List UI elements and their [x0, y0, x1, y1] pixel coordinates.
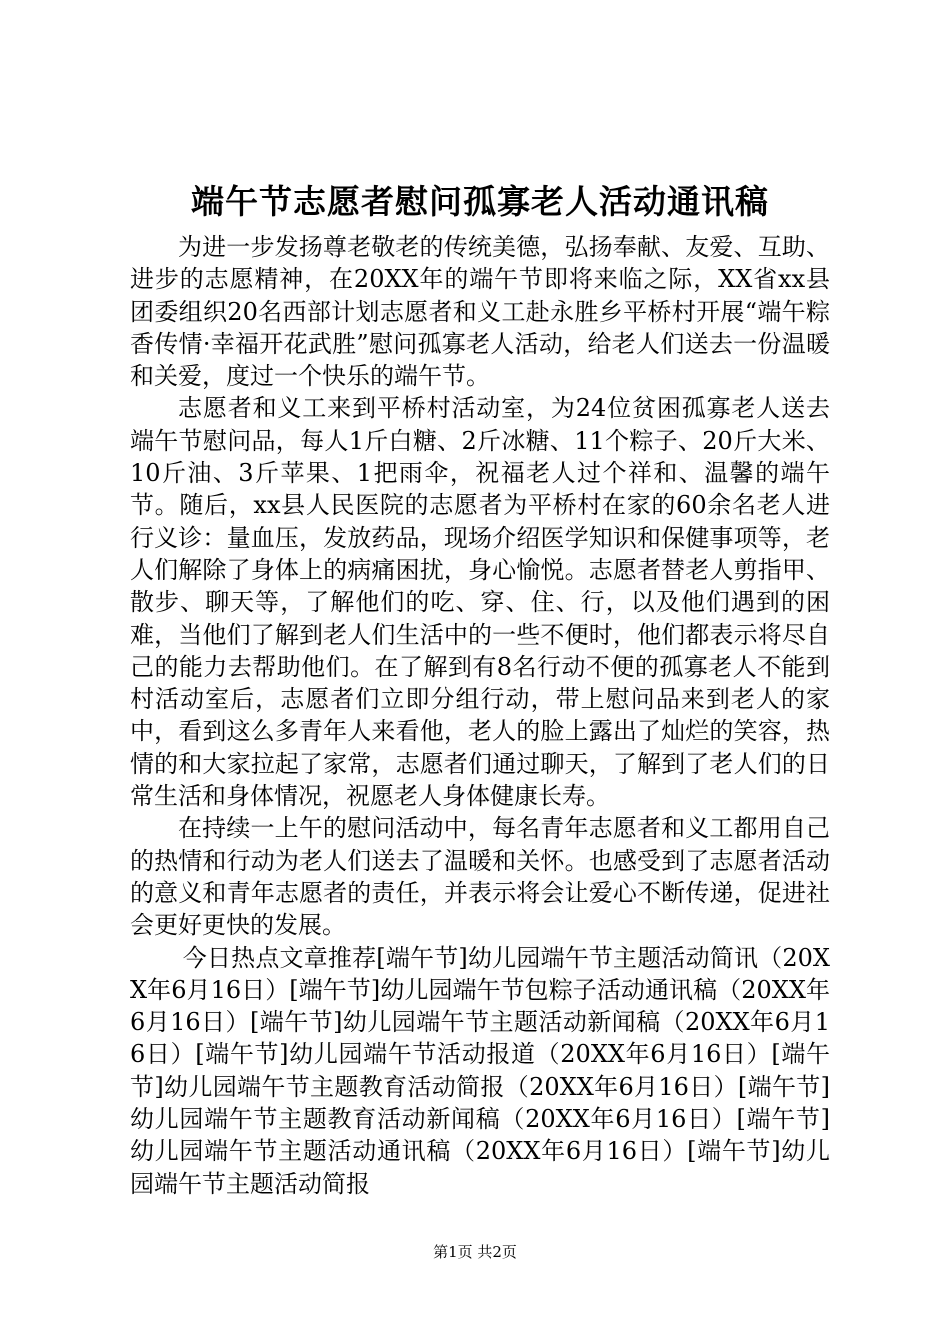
page-footer: 第1页 共2页	[433, 1243, 517, 1261]
paragraph-recommendations: 今日热点文章推荐[端午节]幼儿园端午节主题活动简讯（20XX年6月16日）[端午节]幼儿园端午节包粽子活动通讯稿（20XX年6月16日）[端午节]幼儿园端午节主题活动新闻稿（20XX年6月16日）[端午节]幼儿园端午节活动报道（20XX年6月16日）[端午节]幼儿园端午节主题教育活动简报（20XX年6月16日）[端午节]幼儿园端午节主题教育活动新闻稿（20XX年6月16日）[端午节]幼儿园端午节主题活动通讯稿（20XX年6月16日）[端午节]幼儿园端午节主题活动简报	[130, 943, 830, 1198]
paragraph-intro: 为进一步发扬尊老敬老的传统美德，弘扬奉献、友爱、互助、进步的志愿精神，在20XX年的端午节即将来临之际，XX省xx县团委组织20名西部计划志愿者和义工赴永胜乡平桥村开展“端午粽香传情·幸福开花武胜”慰问孤寡老人活动，给老人们送去一份温暖和关爱，度过一个快乐的端午节。	[130, 233, 830, 391]
paragraph-conclusion: 在持续一上午的慰问活动中，每名青年志愿者和义工都用自己的热情和行动为老人们送去了温暖和关怀。也感受到了志愿者活动的意义和青年志愿者的责任，并表示将会让爱心不断传递，促进社会更好更快的发展。	[130, 814, 830, 940]
paragraph-activities: 志愿者和义工来到平桥村活动室，为24位贫困孤寡老人送去端午节慰问品，每人1斤白糖、2斤冰糖、11个粽子、20斤大米、10斤油、3斤苹果、1把雨伞，祝福老人过个祥和、温馨的端午节。随后，xx县人民医院的志愿者为平桥村在家的60余名老人进行义诊：量血压，发放药品，现场介绍医学知识和保健事项等，老人们解除了身体上的病痛困扰，身心愉悦。志愿者替老人剪指甲、散步、聊天等，了解他们的吃、穿、住、行，以及他们遇到的困难，当他们了解到老人们生活中的一些不便时，他们都表示将尽自己的能力去帮助他们。在了解到有8名行动不便的孤寡老人不能到村活动室后，志愿者们立即分组行动，带上慰问品来到老人的家中，看到这么多青年人来看他，老人的脸上露出了灿烂的笑容，热情的和大家拉起了家常，志愿者们通过聊天，了解到了老人们的日常生活和身体情况，祝愿老人身体健康长寿。	[130, 394, 830, 811]
document-body	[130, 231, 830, 1200]
document-title: 端午节志愿者慰问孤寡老人活动通讯稿	[191, 182, 769, 221]
